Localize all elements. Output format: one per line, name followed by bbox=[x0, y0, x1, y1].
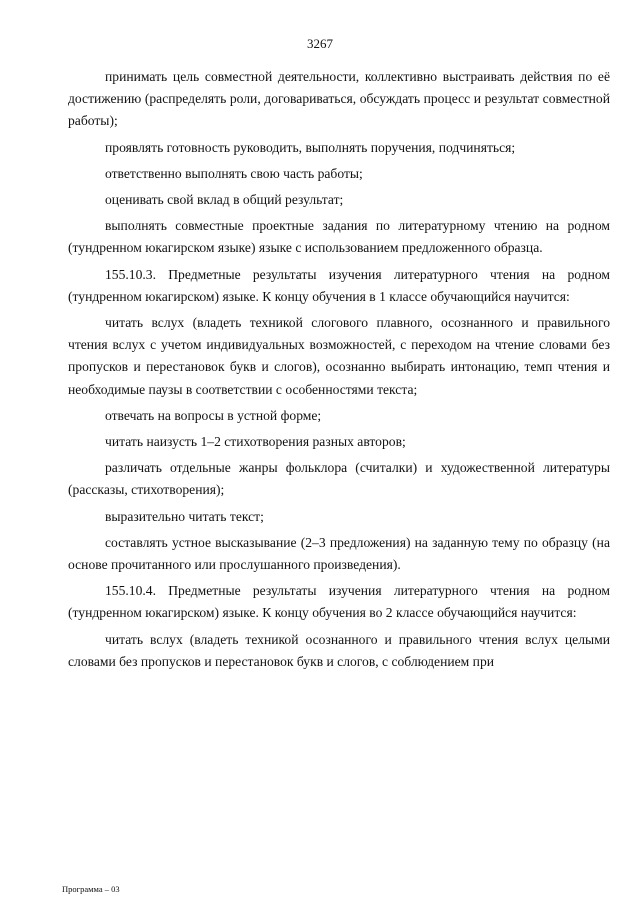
paragraph: выразительно читать текст; bbox=[105, 508, 264, 524]
document-body bbox=[68, 66, 610, 677]
paragraph: различать отдельные жанры фольклора (считалки) и художественной литературы (рассказы, стихотворения); bbox=[68, 460, 610, 498]
paragraph: выполнять совместные проектные задания по литературному чтению на родном (тундренном юкагирском языке) языке с использованием предложенного образца. bbox=[68, 218, 610, 256]
paragraph: проявлять готовность руководить, выполнять поручения, подчиняться; bbox=[105, 139, 516, 155]
section-heading-paragraph: 155.10.3. Предметные результаты изучения литературного чтения на родном (тундренном юкагирском) языке. К концу обучения в 1 классе обучающийся научится: bbox=[68, 266, 610, 304]
paragraph: ответственно выполнять свою часть работы; bbox=[105, 165, 363, 181]
footer-label: Программа – 03 bbox=[62, 884, 120, 894]
paragraph: оценивать свой вклад в общий результат; bbox=[105, 192, 344, 208]
paragraph: принимать цель совместной деятельности, коллективно выстраивать действия по её достижению (распределять роли, договариваться, обсуждать процесс и результат совместной работы); bbox=[68, 69, 610, 129]
paragraph: читать наизусть 1–2 стихотворения разных авторов; bbox=[105, 434, 406, 450]
paragraph: составлять устное высказывание (2–3 предложения) на заданную тему по образцу (на основе прочитанного или прослушанного произведения). bbox=[68, 534, 610, 573]
section-heading-paragraph: 155.10.4. Предметные результаты изучения литературного чтения на родном (тундренном юкагирском) языке. К концу обучения во 2 классе обучающийся научится: bbox=[68, 583, 610, 621]
page-number: 3267 bbox=[307, 36, 333, 51]
paragraph: отвечать на вопросы в устной форме; bbox=[105, 407, 322, 423]
paragraph: читать вслух (владеть техникой осознанного и правильного чтения вслух целыми словами без пропусков и перестановок букв и слогов, с соблюдением при bbox=[68, 631, 610, 669]
paragraph: читать вслух (владеть техникой слогового плавного, осознанного и правильного чтения вслух с учетом индивидуальных возможностей, с переходом на чтение словами без пропусков и перестановок букв и слогов), осознанно выбирать интонацию, темп чтения и необходимые паузы в соответствии с особенностями текста; bbox=[68, 315, 610, 397]
